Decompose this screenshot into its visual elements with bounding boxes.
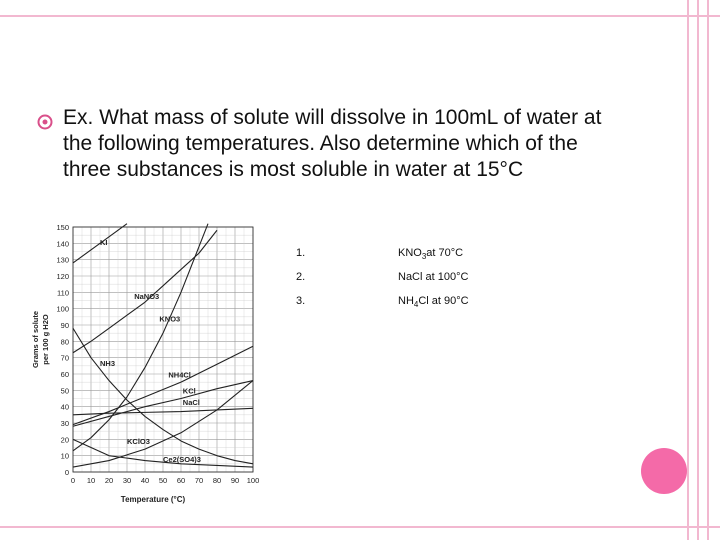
y-tick-label: 10 xyxy=(60,451,69,461)
y-tick-label: 40 xyxy=(60,402,69,412)
y-tick-label: 140 xyxy=(56,239,69,249)
x-tick-label: 100 xyxy=(246,476,260,485)
item-number: 1. xyxy=(296,247,306,259)
x-tick-label: 80 xyxy=(212,476,222,485)
question-text: Ex. What mass of solute will dissolve in 100mL of water at the following temperatures. Also determine which of the three substances is most soluble in water at 15°C xyxy=(63,106,602,181)
item-number: 2. xyxy=(296,271,306,283)
series-label: KNO3 xyxy=(159,314,181,324)
solubility-chart xyxy=(28,218,264,508)
series-label: NaCl xyxy=(182,398,200,408)
series-label: NH4Cl xyxy=(168,370,191,380)
frame-line xyxy=(0,526,720,528)
y-tick-label: 70 xyxy=(60,353,69,363)
accent-dot xyxy=(641,448,687,494)
x-tick-label: 10 xyxy=(86,476,96,485)
frame-line xyxy=(707,0,709,540)
x-tick-label: 50 xyxy=(158,476,168,485)
item-text: $NH_4Cl$ at 90°C xyxy=(398,295,469,310)
item-text: NaCl at 100°C xyxy=(398,271,469,283)
frame-line xyxy=(687,0,689,540)
x-tick-label: 70 xyxy=(194,476,204,485)
x-axis-label: Temperature (°C) xyxy=(120,495,186,504)
x-tick-label: 0 xyxy=(70,476,76,485)
x-tick-label: 30 xyxy=(122,476,132,485)
y-tick-label: 50 xyxy=(60,386,69,396)
series-label: KCl xyxy=(182,386,196,396)
x-tick-label: 40 xyxy=(140,476,150,485)
item-text: $KNO_3at$ 70°C xyxy=(398,247,464,262)
frame-line xyxy=(0,15,720,17)
y-tick-label: 60 xyxy=(60,370,69,379)
x-tick-label: 60 xyxy=(176,476,186,485)
frame-line xyxy=(697,0,699,540)
series-label: Ce2(SO4)3 xyxy=(163,455,201,465)
y-tick-label: 110 xyxy=(57,288,69,298)
y-tick-label: 90 xyxy=(60,321,69,330)
x-tick-label: 90 xyxy=(230,476,240,485)
series-label: NH3 xyxy=(100,358,116,368)
y-tick-label: 150 xyxy=(56,223,69,232)
y-tick-label: 20 xyxy=(60,435,69,445)
y-tick-label: 120 xyxy=(56,272,69,281)
x-tick-label: 20 xyxy=(104,476,114,485)
y-axis-label: per 100 g H2O xyxy=(41,314,50,365)
y-tick-label: 0 xyxy=(64,468,69,477)
y-tick-label: 130 xyxy=(56,255,69,265)
y-axis-label: Grams of solute xyxy=(31,310,40,369)
bullet-icon xyxy=(37,114,53,130)
y-tick-label: 100 xyxy=(56,304,69,314)
series-label: KClO3 xyxy=(127,437,150,447)
series-label: NaNO3 xyxy=(134,291,160,301)
item-number: 3. xyxy=(296,295,306,307)
y-tick-label: 30 xyxy=(60,419,69,428)
series-label: KI xyxy=(100,237,108,247)
y-tick-label: 80 xyxy=(60,337,69,347)
